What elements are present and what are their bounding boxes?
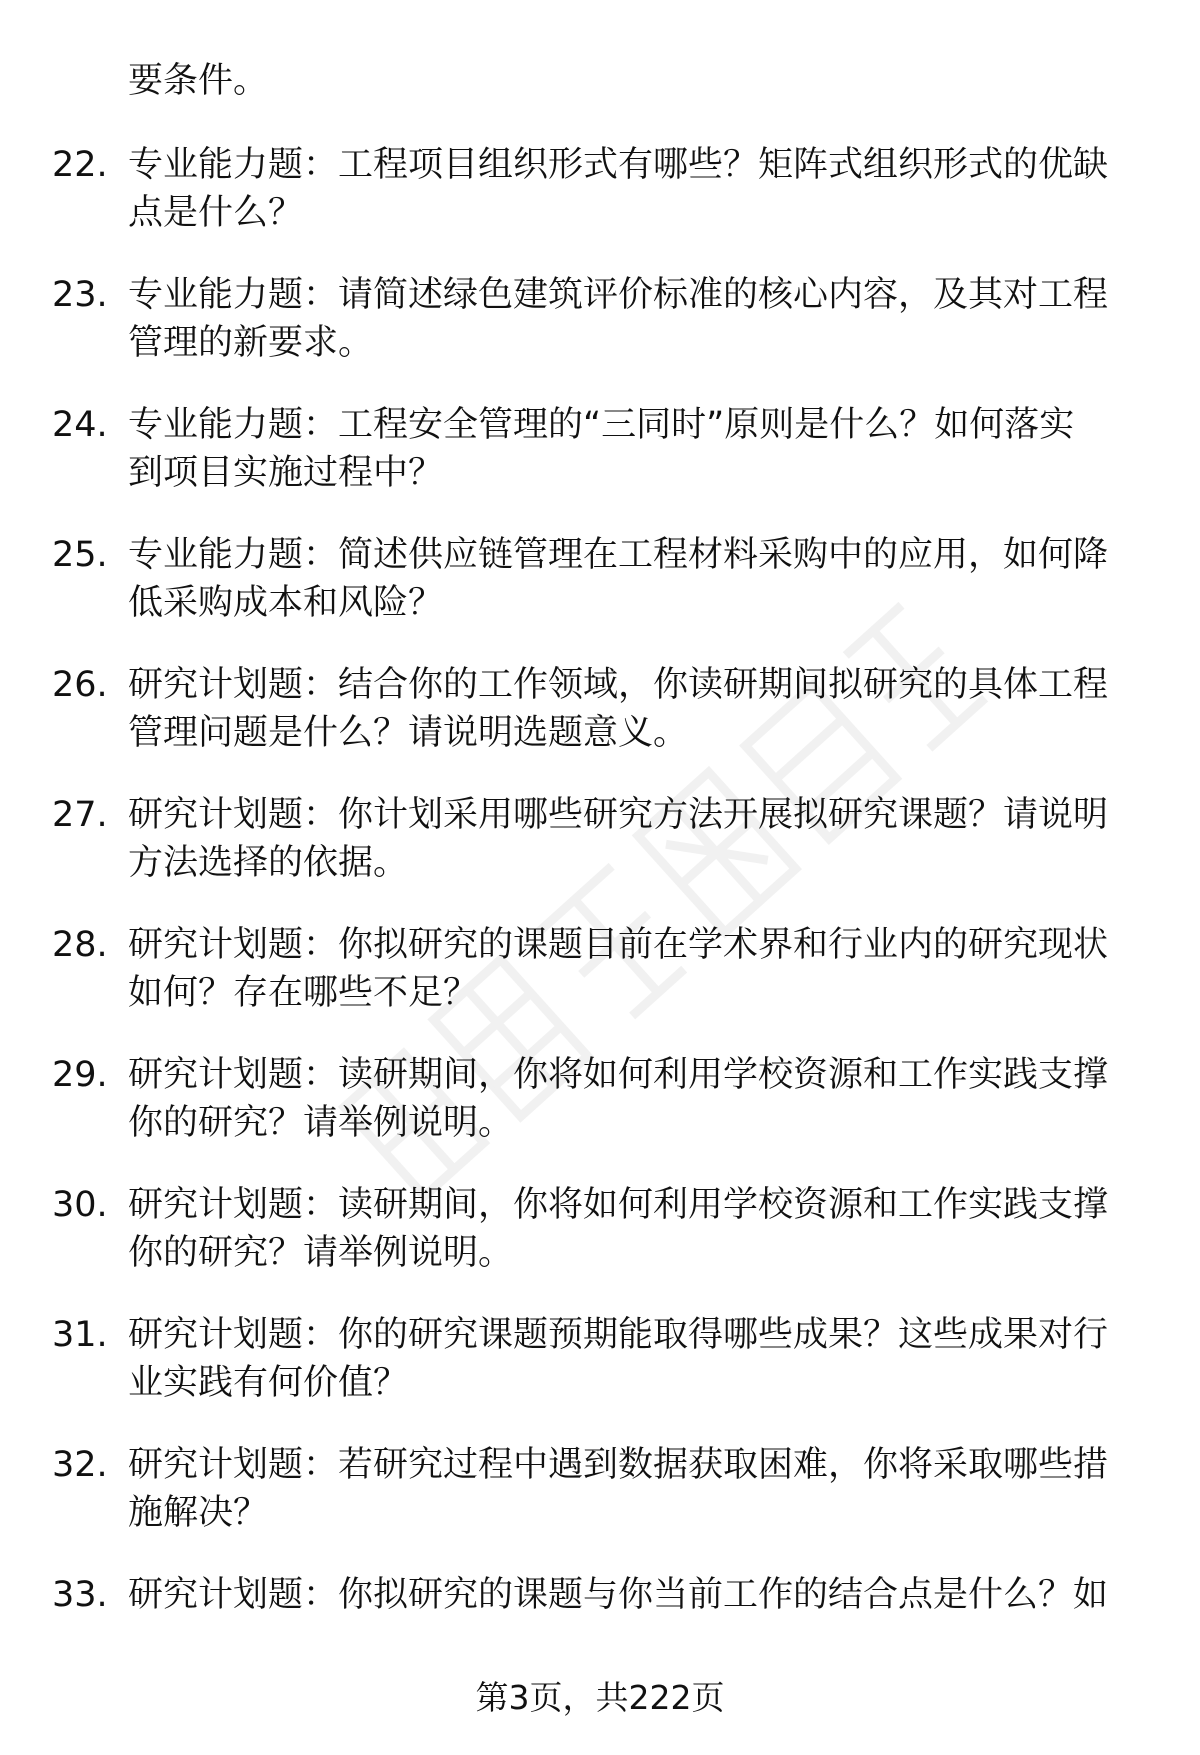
question-item-24 [0, 402, 1200, 532]
question-text-line: 管理的新要求。 [128, 323, 374, 363]
question-item-30 [0, 1182, 1200, 1312]
question-item-29 [0, 1052, 1200, 1182]
question-text-line: 研究计划题：你的研究课题预期能取得哪些成果？这些成果对行 [128, 1315, 1109, 1355]
question-number: 29. [52, 1055, 108, 1095]
question-number: 28. [52, 925, 108, 965]
question-number: 22. [52, 145, 108, 185]
question-list [0, 142, 1200, 1702]
question-text-line: 业实践有何价值？ [128, 1363, 409, 1403]
question-text-line: 研究计划题：读研期间，你将如何利用学校资源和工作实践支撑 [128, 1055, 1109, 1095]
question-item-23 [0, 272, 1200, 402]
question-text-line: 施解决？ [128, 1493, 269, 1533]
continuation-text: 要条件。 [128, 61, 269, 101]
question-number: 31. [52, 1315, 108, 1355]
question-number: 25. [52, 535, 108, 575]
question-text-line: 研究计划题：若研究过程中遇到数据获取困难，你将采取哪些措 [128, 1445, 1109, 1485]
question-text-line: 你的研究？请举例说明。 [128, 1103, 514, 1143]
question-text-line: 研究计划题：你计划采用哪些研究方法开展拟研究课题？请说明 [128, 795, 1109, 835]
question-item-25 [0, 532, 1200, 662]
question-number: 32. [52, 1445, 108, 1485]
question-text-line: 点是什么？ [128, 193, 304, 233]
question-item-28 [0, 922, 1200, 1052]
question-text-line: 专业能力题：简述供应链管理在工程材料采购中的应用，如何降 [128, 535, 1109, 575]
question-text-line: 研究计划题：你拟研究的课题与你当前工作的结合点是什么？如 [128, 1575, 1109, 1615]
question-text-line: 研究计划题：结合你的工作领域，你读研期间拟研究的具体工程 [128, 665, 1109, 705]
question-text-line: 方法选择的依据。 [128, 843, 409, 883]
question-text-line: 低采购成本和风险？ [128, 583, 444, 623]
question-item-27 [0, 792, 1200, 922]
question-text-line: 到项目实施过程中？ [128, 453, 444, 493]
question-number: 30. [52, 1185, 108, 1225]
question-text-line: 专业能力题：工程项目组织形式有哪些？矩阵式组织形式的优缺 [128, 145, 1109, 185]
question-text-line: 专业能力题：工程安全管理的“三同时”原则是什么？如何落实 [128, 405, 1075, 445]
question-number: 23. [52, 275, 108, 315]
question-text-line: 如何？存在哪些不足？ [128, 973, 479, 1013]
question-text-line: 你的研究？请举例说明。 [128, 1233, 514, 1273]
question-number: 33. [52, 1575, 108, 1615]
question-text-line: 专业能力题：请简述绿色建筑评价标准的核心内容，及其对工程 [128, 275, 1109, 315]
question-number: 26. [52, 665, 108, 705]
question-text-line: 管理问题是什么？请说明选题意义。 [128, 713, 689, 753]
page-number-footer: 第3页，共222页 [475, 1678, 725, 1717]
question-item-32 [0, 1442, 1200, 1572]
question-text-line: 研究计划题：读研期间，你将如何利用学校资源和工作实践支撑 [128, 1185, 1109, 1225]
question-text-line: 研究计划题：你拟研究的课题目前在学术界和行业内的研究现状 [128, 925, 1109, 965]
question-number: 24. [52, 405, 108, 445]
question-item-31 [0, 1312, 1200, 1442]
question-item-22 [0, 142, 1200, 272]
question-item-26 [0, 662, 1200, 792]
question-number: 27. [52, 795, 108, 835]
